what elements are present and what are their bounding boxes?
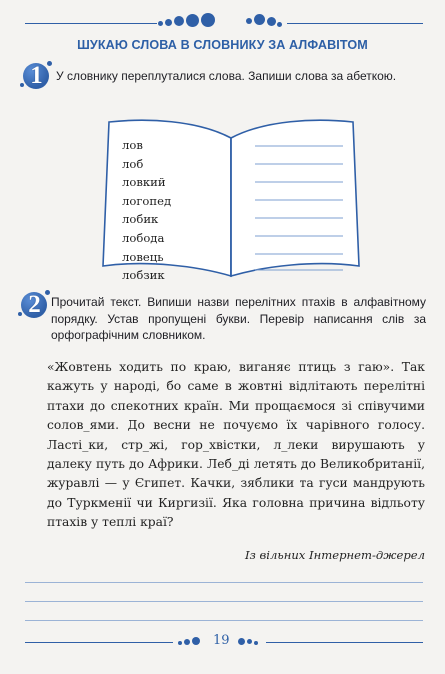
task-number-badge-2: 2 bbox=[21, 292, 51, 322]
word-item: ловкий bbox=[122, 175, 166, 190]
footer-rule-right bbox=[266, 642, 423, 643]
page-title: ШУКАЮ СЛОВА В СЛОВНИКУ ЗА АЛФАВІТОМ bbox=[77, 38, 368, 52]
writing-line bbox=[25, 582, 423, 583]
header-rule-right bbox=[287, 23, 423, 24]
task2-instruction: Прочитай текст. Випиши назви перелітних птахів в алфавітному порядку. Устав пропущені букви. Перевір написання слів за орфографічним словником. bbox=[51, 295, 426, 342]
source-note: Із вільних Інтернет-джерел bbox=[244, 548, 425, 562]
word-item: лов bbox=[122, 138, 143, 152]
task1-instruction: У словнику переплуталися слова. Запиши слова за абеткою. bbox=[56, 69, 397, 83]
word-item: ловець bbox=[122, 249, 164, 264]
writing-line bbox=[25, 601, 423, 602]
page-number: 19 bbox=[210, 633, 233, 648]
task-number-badge-1: 1 bbox=[23, 63, 53, 93]
word-list bbox=[122, 136, 171, 285]
word-item: логопед bbox=[122, 193, 172, 208]
writing-line bbox=[25, 620, 423, 621]
word-item: лоб bbox=[122, 156, 144, 171]
reading-text: «Жовтень ходить по краю, виганяє птиць з гаю». Так кажуть у народі, бо саме в жовтні відлітають перелітні птахи до спекотних країн. Ми прощаємося зі співучими солов_ями. До весни не почуємо їх чарівного голосу. Ласті_ки, стр_жі, гор_хвістки, л_леки вирушають у далеку путь до Африки. Леб_ді летять до Великобританії, журавлі — у Єгипет. Качки, зяблики та гуси мандрують до Туркменії чи Киргизії. Яка головна причина відльоту птахів у теплі краї? bbox=[47, 360, 425, 530]
header-rule-left bbox=[25, 23, 157, 24]
footer-dots-left bbox=[178, 634, 206, 648]
word-item: лобзик bbox=[122, 268, 165, 283]
word-item: лобода bbox=[122, 230, 165, 245]
footer-dots-right bbox=[238, 634, 264, 648]
word-item: лобик bbox=[122, 212, 159, 227]
footer-rule-left bbox=[25, 642, 173, 643]
header-dots-left bbox=[158, 12, 216, 32]
header-dots-right bbox=[246, 12, 284, 32]
